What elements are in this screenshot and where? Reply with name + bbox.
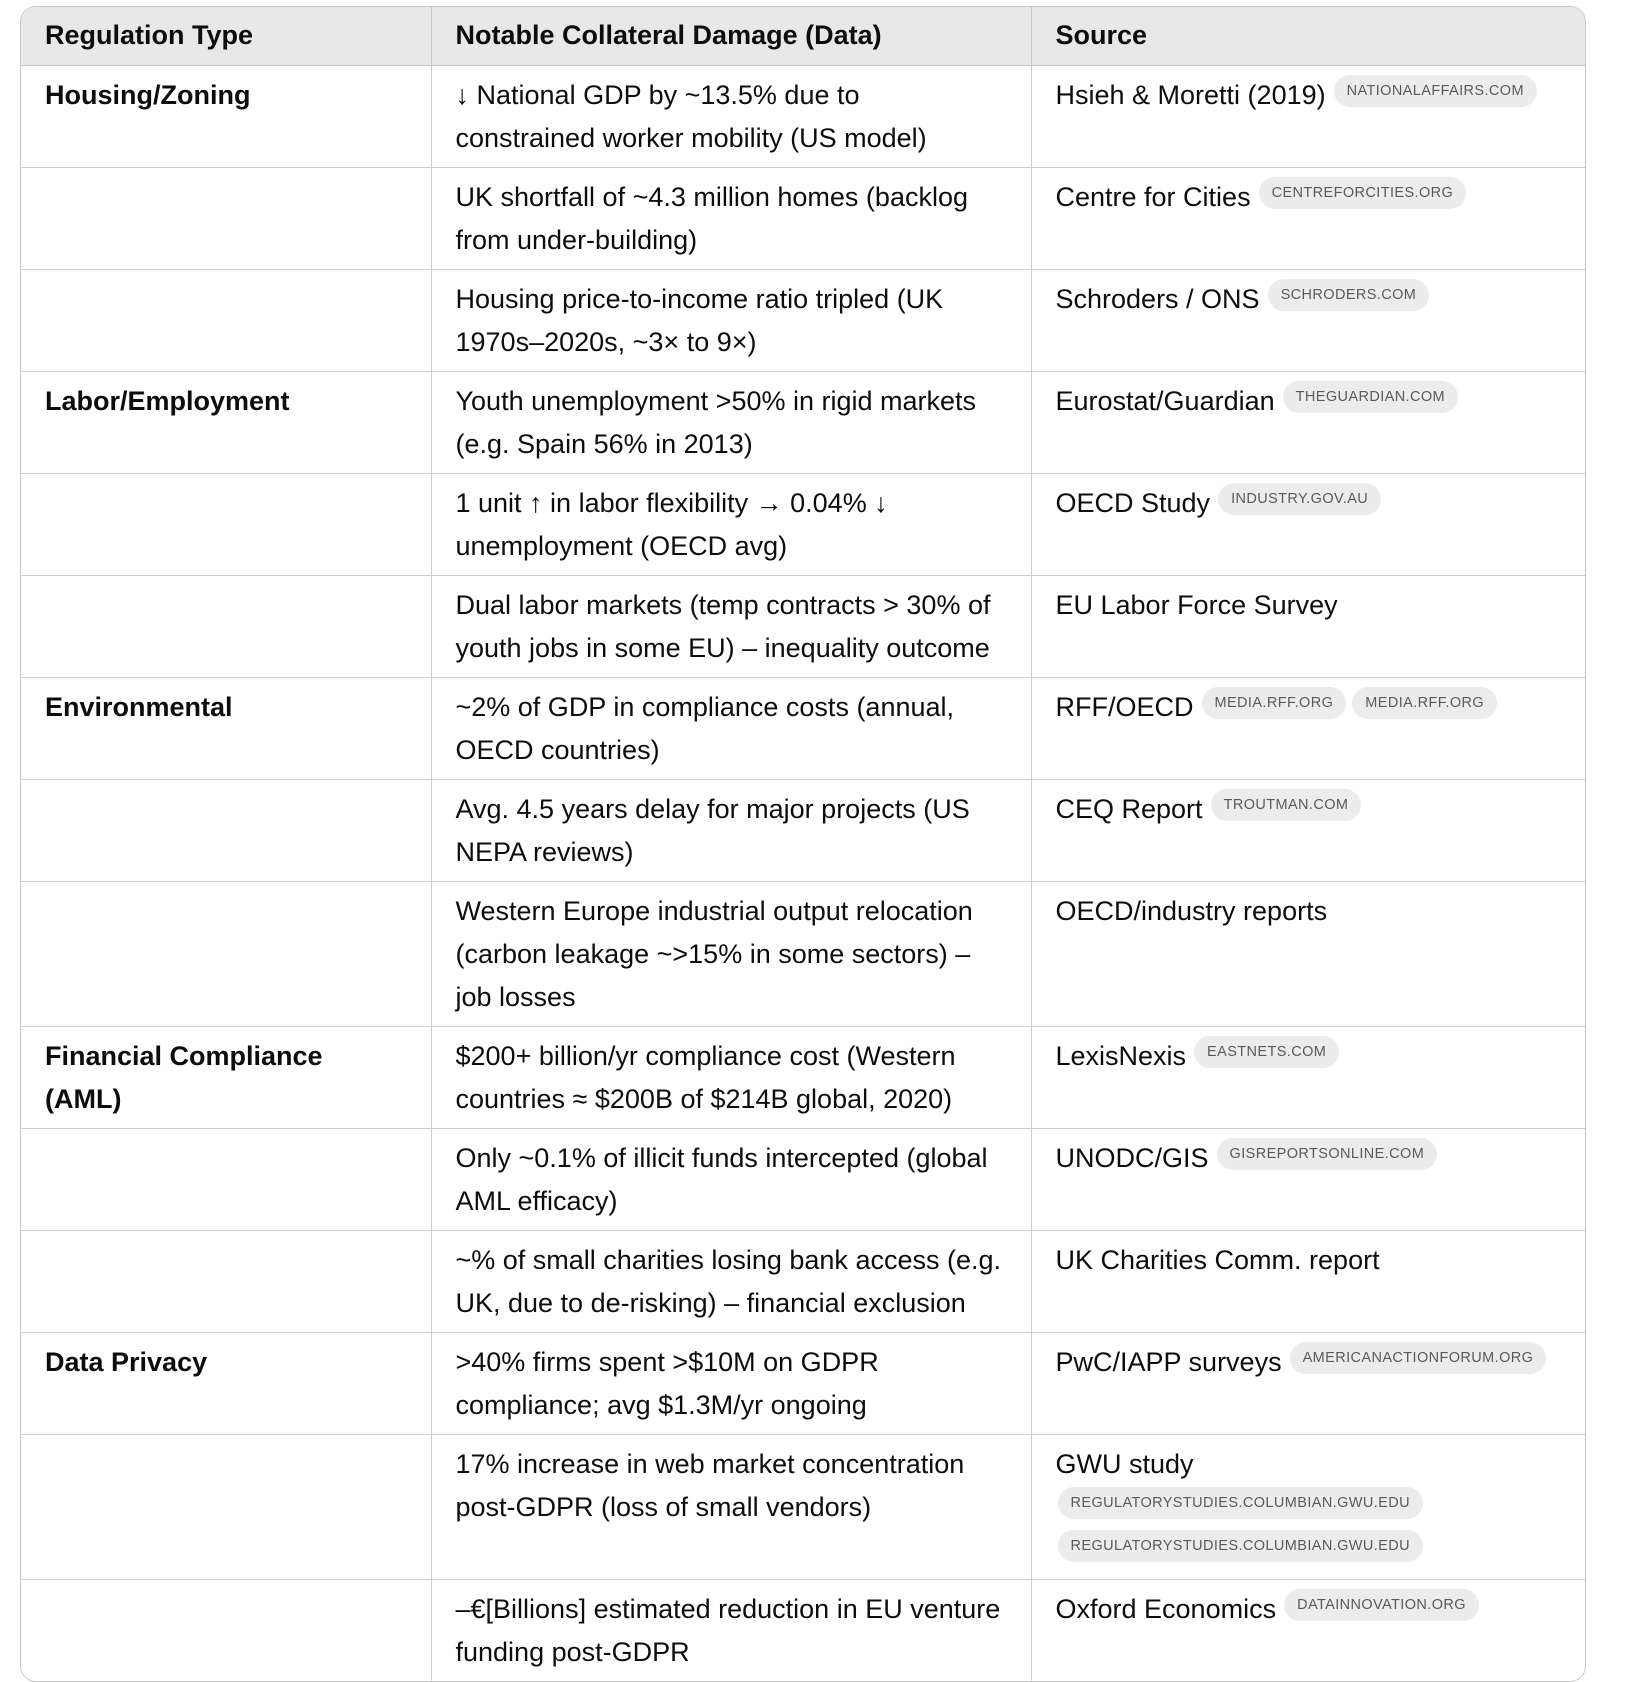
regulation-table [21, 7, 1585, 1681]
regulation-type-cell [21, 1128, 431, 1230]
source-cell [1031, 167, 1585, 269]
regulation-type-cell: Environmental [21, 677, 431, 779]
source-link-badge[interactable]: REGULATORYSTUDIES.COLUMBIAN.GWU.EDU [1058, 1487, 1424, 1519]
collateral-damage-cell: –€[Billions] estimated reduction in EU venture funding post-GDPR [431, 1579, 1031, 1681]
source-cell [1031, 371, 1585, 473]
source-name: GWU study [1055, 1448, 1194, 1479]
table-row [21, 677, 1585, 779]
collateral-damage-cell: ↓ National GDP by ~13.5% due to constrained worker mobility (US model) [431, 65, 1031, 167]
collateral-damage-cell: $200+ billion/yr compliance cost (Western countries ≈ $200B of $214B global, 2020) [431, 1026, 1031, 1128]
source-name: CEQ Report [1055, 793, 1203, 824]
regulation-type-cell [21, 575, 431, 677]
collateral-damage-cell: Dual labor markets (temp contracts > 30% of youth jobs in some EU) – inequality outcome [431, 575, 1031, 677]
table-row [21, 1332, 1585, 1434]
regulation-type-cell: Housing/Zoning [21, 65, 431, 167]
regulation-type-cell [21, 1230, 431, 1332]
table-row [21, 1128, 1585, 1230]
source-name: UK Charities Comm. report [1055, 1244, 1380, 1275]
regulation-type-cell: Labor/Employment [21, 371, 431, 473]
source-name: Schroders / ONS [1055, 283, 1260, 314]
source-link-badge[interactable]: AMERICANACTIONFORUM.ORG [1290, 1342, 1547, 1374]
source-link-badge[interactable]: CENTREFORCITIES.ORG [1259, 177, 1467, 209]
regulation-type-cell [21, 881, 431, 1026]
collateral-damage-cell: >40% firms spent >$10M on GDPR compliance; avg $1.3M/yr ongoing [431, 1332, 1031, 1434]
source-cell [1031, 1128, 1585, 1230]
source-cell [1031, 575, 1585, 677]
table-row [21, 473, 1585, 575]
source-name: RFF/OECD [1055, 691, 1194, 722]
table-row [21, 575, 1585, 677]
regulation-type-cell [21, 269, 431, 371]
table-row [21, 1026, 1585, 1128]
collateral-damage-cell: 17% increase in web market concentration post-GDPR (loss of small vendors) [431, 1434, 1031, 1579]
table-row [21, 1579, 1585, 1681]
source-cell [1031, 677, 1585, 779]
collateral-damage-cell: Youth unemployment >50% in rigid markets (e.g. Spain 56% in 2013) [431, 371, 1031, 473]
source-name: Hsieh & Moretti (2019) [1055, 79, 1326, 110]
table-row [21, 269, 1585, 371]
source-name: Centre for Cities [1055, 181, 1251, 212]
source-link-badge[interactable]: GISREPORTSONLINE.COM [1217, 1138, 1438, 1170]
header-source: Source [1031, 7, 1585, 65]
regulation-type-cell [21, 167, 431, 269]
table-row [21, 1434, 1585, 1579]
source-link-badge[interactable]: DATAINNOVATION.ORG [1284, 1589, 1479, 1621]
table-row [21, 371, 1585, 473]
source-link-badge[interactable]: NATIONALAFFAIRS.COM [1334, 75, 1537, 107]
source-cell [1031, 269, 1585, 371]
table-row [21, 167, 1585, 269]
table-row [21, 1230, 1585, 1332]
source-name: LexisNexis [1055, 1040, 1187, 1071]
collateral-damage-cell: Only ~0.1% of illicit funds intercepted (global AML efficacy) [431, 1128, 1031, 1230]
regulation-type-cell: Data Privacy [21, 1332, 431, 1434]
source-link-badge[interactable]: INDUSTRY.GOV.AU [1218, 483, 1381, 515]
source-link-badge[interactable]: TROUTMAN.COM [1211, 789, 1362, 821]
source-cell [1031, 779, 1585, 881]
source-cell [1031, 1332, 1585, 1434]
collateral-damage-cell: Housing price-to-income ratio tripled (UK 1970s–2020s, ~3× to 9×) [431, 269, 1031, 371]
source-link-badge[interactable]: MEDIA.RFF.ORG [1352, 687, 1497, 719]
collateral-damage-cell: 1 unit ↑ in labor flexibility → 0.04% ↓ unemployment (OECD avg) [431, 473, 1031, 575]
source-link-badge[interactable]: MEDIA.RFF.ORG [1202, 687, 1347, 719]
regulation-type-cell [21, 1434, 431, 1579]
source-cell [1031, 65, 1585, 167]
source-name: OECD Study [1055, 487, 1211, 518]
source-link-badge[interactable]: THEGUARDIAN.COM [1283, 381, 1458, 413]
table-body [21, 65, 1585, 1681]
regulation-type-cell [21, 473, 431, 575]
source-link-badge[interactable]: SCHRODERS.COM [1268, 279, 1430, 311]
source-name: PwC/IAPP surveys [1055, 1346, 1282, 1377]
source-cell [1031, 1579, 1585, 1681]
regulation-type-cell: Financial Compliance (AML) [21, 1026, 431, 1128]
collateral-damage-cell: ~% of small charities losing bank access (e.g. UK, due to de-risking) – financial exclusion [431, 1230, 1031, 1332]
source-name: Eurostat/Guardian [1055, 385, 1275, 416]
regulation-type-cell [21, 779, 431, 881]
regulation-type-cell [21, 1579, 431, 1681]
source-name: OECD/industry reports [1055, 895, 1328, 926]
table-row [21, 881, 1585, 1026]
source-name: Oxford Economics [1055, 1593, 1277, 1624]
source-cell [1031, 1026, 1585, 1128]
collateral-damage-cell: ~2% of GDP in compliance costs (annual, OECD countries) [431, 677, 1031, 779]
source-cell [1031, 1434, 1585, 1579]
regulation-table-container [20, 6, 1586, 1682]
source-cell [1031, 473, 1585, 575]
table-header-row [21, 7, 1585, 65]
source-link-badge[interactable]: EASTNETS.COM [1194, 1036, 1339, 1068]
source-name: UNODC/GIS [1055, 1142, 1209, 1173]
table-row [21, 65, 1585, 167]
header-collateral-damage: Notable Collateral Damage (Data) [431, 7, 1031, 65]
collateral-damage-cell: UK shortfall of ~4.3 million homes (backlog from under-building) [431, 167, 1031, 269]
collateral-damage-cell: Western Europe industrial output relocation (carbon leakage ~>15% in some sectors) – job losses [431, 881, 1031, 1026]
source-cell [1031, 881, 1585, 1026]
header-regulation-type: Regulation Type [21, 7, 431, 65]
source-cell [1031, 1230, 1585, 1332]
collateral-damage-cell: Avg. 4.5 years delay for major projects (US NEPA reviews) [431, 779, 1031, 881]
source-link-badge[interactable]: REGULATORYSTUDIES.COLUMBIAN.GWU.EDU [1058, 1530, 1424, 1562]
table-row [21, 779, 1585, 881]
source-name: EU Labor Force Survey [1055, 589, 1338, 620]
